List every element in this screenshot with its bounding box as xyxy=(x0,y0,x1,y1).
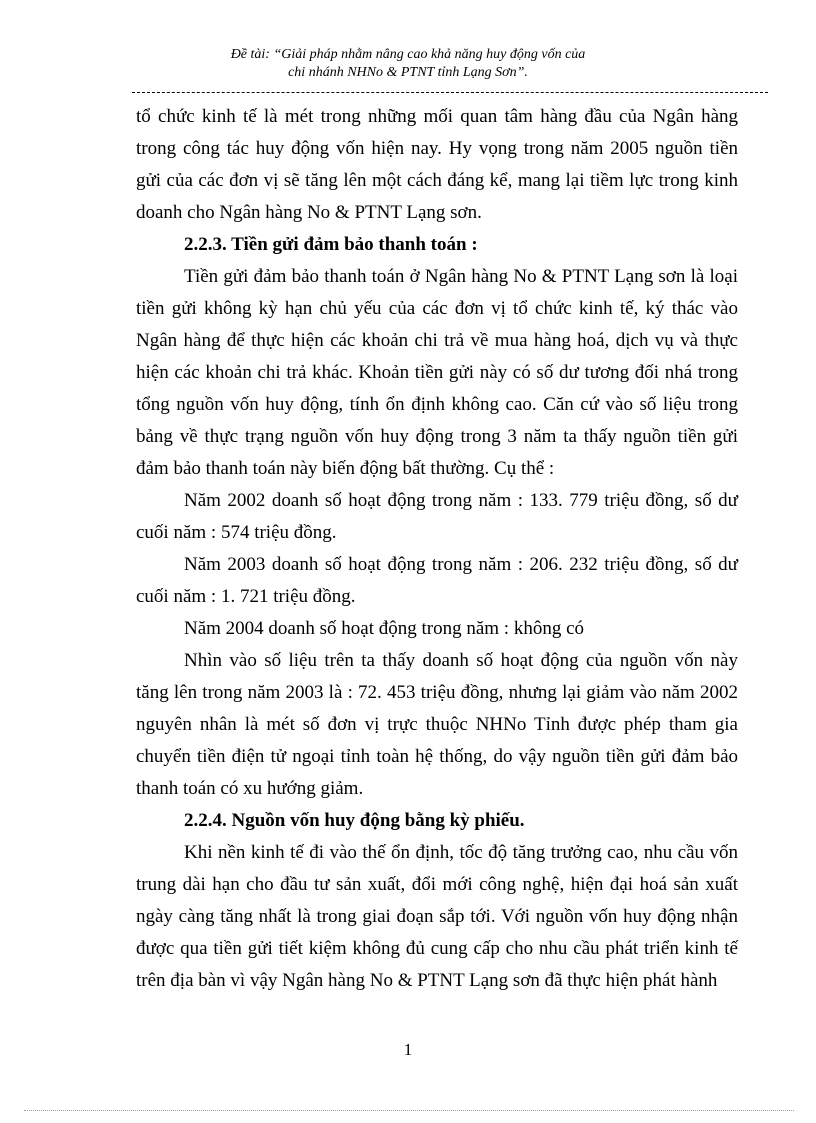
page-number: 1 xyxy=(403,1040,413,1059)
running-header xyxy=(0,46,816,82)
page-bottom-dotted-rule xyxy=(24,1110,794,1111)
section-heading-2-2-4: 2.2.4. Nguồn vốn huy động bằng kỳ phiếu. xyxy=(184,810,525,831)
header-title-line-1: Đề tài: “Giải pháp nhằm nâng cao khả năng huy động vốn của xyxy=(230,47,586,62)
paragraph-year-2003: Năm 2003 doanh số hoạt động trong năm : 206. 232 triệu đồng, số dư cuối năm : 1. 721 triệu đồng. xyxy=(136,554,738,607)
paragraph-continuation: tổ chức kinh tế là mét trong những mối quan tâm hàng đầu của Ngân hàng trong công tác huy động vốn hiện nay. Hy vọng trong năm 2005 nguồn tiền gửi của các đơn vị sẽ tăng lên một cách đáng kể, mang lại tiềm lực trong kinh doanh cho Ngân hàng No & PTNT Lạng sơn. xyxy=(136,106,738,223)
paragraph-promissory-notes: Khi nền kinh tế đi vào thế ổn định, tốc độ tăng trưởng cao, nhu cầu vốn trung dài hạn cho đầu tư sản xuất, đổi mới công nghệ, hiện đại hoá sản xuất ngày càng tăng nhất là trong giai đoạn sắp tới. Với nguồn vốn huy động nhận được qua tiền gửi tiết kiệm không đủ cung cấp cho nhu cầu phát triển kinh tế trên địa bàn vì vậy Ngân hàng No & PTNT Lạng sơn đã thực hiện phát hành xyxy=(136,842,738,991)
section-heading-2-2-3: 2.2.3. Tiền gửi đảm bảo thanh toán : xyxy=(184,234,478,255)
paragraph-year-2002: Năm 2002 doanh số hoạt động trong năm : 133. 779 triệu đồng, số dư cuối năm : 574 triệu đồng. xyxy=(136,490,738,543)
header-dashed-rule xyxy=(132,92,768,93)
paragraph-year-2004: Năm 2004 doanh số hoạt động trong năm : không có xyxy=(184,618,585,639)
paragraph-deposit-description: Tiền gửi đảm bảo thanh toán ở Ngân hàng No & PTNT Lạng sơn là loại tiền gửi không kỳ hạn chủ yếu của các đơn vị tổ chức kinh tế, ký thác vào Ngân hàng để thực hiện các khoản chi trả về mua hàng hoá, dịch vụ và thực hiện các khoản chi trả khác. Khoản tiền gửi này có số dư tương đối nhá trong tổng nguồn vốn huy động, tính ổn định không cao. Căn cứ vào số liệu trong bảng về thực trạng nguồn vốn huy động trong 3 năm ta thấy nguồn tiền gửi đảm bảo thanh toán này biến động bất thường. Cụ thể : xyxy=(136,266,738,479)
paragraph-analysis: Nhìn vào số liệu trên ta thấy doanh số hoạt động của nguồn vốn này tăng lên trong năm 2003 là : 72. 453 triệu đồng, nhưng lại giảm vào năm 2002 nguyên nhân là mét số đơn vị trực thuộc NHNo Tỉnh được phép tham gia chuyển tiền điện tử ngoại tỉnh toàn hệ thống, do vậy nguồn tiền gửi đảm bảo thanh toán có xu hướng giảm. xyxy=(136,650,738,799)
document-body xyxy=(136,101,738,997)
header-title-line-2: chi nhánh NHNo & PTNT tỉnh Lạng Sơn”. xyxy=(288,65,528,80)
